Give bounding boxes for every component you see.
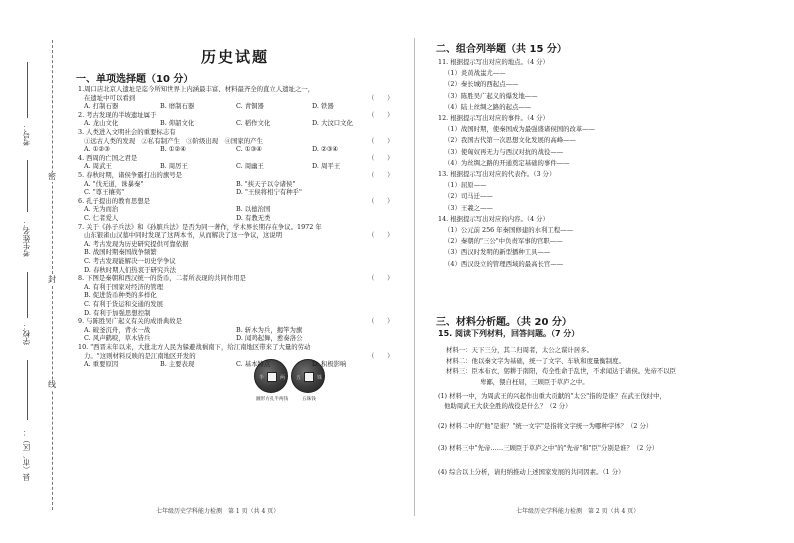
option-10-A[interactable]: A. 重要原因 (84, 360, 119, 369)
answer-paren-10[interactable]: （ ） (368, 351, 394, 360)
question-1-stem: 在遗址中可以看到 (84, 93, 136, 102)
answer-paren-3[interactable]: （ ） (368, 136, 394, 145)
option-8-A[interactable]: A. 有利于国家对经济的管理 (84, 282, 163, 291)
sub-question-line-1: (1) 材料一中，为周武王的兴起作出重大贡献的"太公"指的是谁？在武王伐纣中， (438, 392, 666, 400)
option-2-C[interactable]: C. 稻作文化 (236, 119, 271, 128)
question-13-head: 13. 根据提示写出对应的代表作。（3 分） (438, 170, 556, 178)
answer-paren-9[interactable]: （ ） (368, 317, 394, 326)
question-12-head: 12. 根据提示写出对应的事件。（4 分） (438, 114, 549, 122)
school-label: 学校： (22, 322, 31, 346)
seal-word-feng: 封 (48, 275, 56, 284)
material-line-3: 材料三：臣本布衣，躬耕于南阳，苟全性命于乱世，不求闻达于诸侯。先帝不以臣 (446, 367, 677, 375)
question-9-stem: 9. 与陈胜吴广起义有关的成语典故是 (78, 317, 182, 326)
footer-page2: 七年级历史学科能力检测 第 2 页（共 4 页） (516, 508, 640, 515)
wuzhu-coin-image: 五 铢 (291, 359, 325, 393)
answer-paren-2[interactable]: （ ） (368, 110, 394, 119)
option-6-B[interactable]: B. 以德治国 (236, 205, 271, 214)
answer-paren-4[interactable]: （ ） (368, 153, 394, 162)
fill-item-11-4[interactable]: （4）陆上丝绸之路的起点—— (444, 102, 532, 111)
answer-paren-8[interactable]: （ ） (368, 274, 394, 283)
question-4-stem: 4. 西周的亡国之君是 (78, 153, 138, 162)
question-8-stem: 8. 下图是秦朝和西汉统一的货币，二者所表现的共同作用是 (78, 274, 246, 283)
sub-question-line-2: 他助周武王大获全胜的战役是什么？（2 分） (444, 402, 572, 410)
figure-caption-banliang: 圜形方孔半两钱 (256, 397, 289, 402)
answer-paren-7[interactable]: （ ） (368, 231, 394, 240)
option-6-A[interactable]: A. 无为而治 (84, 205, 119, 214)
left-column (76, 0, 394, 543)
banliang-coin-image: 半 两 (254, 359, 288, 393)
option-3-D[interactable]: D. ②③④ (312, 145, 339, 154)
fill-item-11-1[interactable]: （1）炎黄战蚩尤—— (444, 69, 506, 78)
option-6-D[interactable]: D. 有教无类 (236, 214, 271, 222)
school-blank[interactable] (27, 272, 28, 318)
question-10-stem: 力。"这则材料反映的是江南地区开发的 (84, 351, 196, 360)
fill-item-13-3[interactable]: （3）王羲之—— (444, 203, 493, 212)
option-10-B[interactable]: B. 主要表现 (160, 360, 195, 369)
option-1-B[interactable]: B. 磨制石器 (160, 102, 195, 111)
option-4-B[interactable]: B. 周厉王 (160, 162, 188, 171)
question-3-stem: ①远古人类的发现 ②私有制产生 ③阶级出现 ④国家的产生 (84, 136, 263, 145)
option-2-D[interactable]: D. 大汶口文化 (312, 119, 353, 128)
exam-number-label: 考号： (22, 123, 31, 147)
question-1-stem: 1.周口店北京人遗址是迄今所知世界上内涵最丰富、材料最齐全的直立人遗址之一， (78, 85, 315, 93)
question-5-stem: 5. 春秋时期，诸侯争霸打出的旗号是 (78, 171, 182, 179)
fill-item-12-2[interactable]: （2）我国古代第一次思想文化发展的高峰—— (444, 136, 576, 145)
section3-title: 三、材料分析题。（共 20 分） (436, 317, 572, 328)
option-10-D[interactable]: D. 积极影响 (312, 360, 347, 369)
section2-title: 二、组合列举题（共 15 分） (436, 44, 567, 55)
fill-item-14-4[interactable]: （4）西汉设立的管理西域的最高长官—— (444, 259, 564, 268)
material-line-4: 卑鄙，猥自枉屈，三顾臣于草庐之中。 (480, 377, 589, 386)
seal-word-xian: 线 (48, 380, 56, 389)
question-14-head: 14. 根据提示写出对应的内容。（4 分） (438, 214, 549, 223)
option-8-C[interactable]: C. 有利于货运和交通的发展 (84, 300, 164, 308)
question-10-stem: 10. "西晋末年以来，大批北方人民为躲避战祸南下，给江南地区带来了大量的劳动 (78, 343, 311, 351)
option-10-C[interactable]: C. 基本特点 (236, 360, 271, 369)
figure-caption-wuzhu: 五铢钱 (302, 397, 316, 402)
option-2-B[interactable]: B. 仰韶文化 (160, 119, 195, 128)
option-4-C[interactable]: C. 周幽王 (236, 162, 264, 171)
sub-question-line-5: (4) 综合以上分析，请归纳推动上述国家发展的共同因素。（1 分） (438, 468, 625, 476)
county-label: 县（市、区）： (22, 428, 31, 482)
question-2-stem: 2. 考古发现的半坡遗址属于 (78, 110, 157, 119)
option-1-A[interactable]: A. 打制石器 (84, 102, 119, 111)
question-7-stem: 7. 关于《孙子兵法》和《孙膑兵法》是否为同一著作，学术界长期存在争议。1972 年 (78, 222, 322, 231)
material-line-2: 材料二：他以秦文字为基础，统一了文字、车轨和度量衡制度。 (446, 356, 625, 365)
fill-item-11-3[interactable]: （3）陈胜吴广起义的爆发地—— (444, 91, 538, 100)
material-line-1: 材料一：天下三分，其二归周者，太公之谋计居多。 (446, 346, 593, 354)
binding-strip (0, 0, 70, 543)
question-15-title: 15. 阅读下列材料，回答问题。（7 分） (438, 329, 580, 338)
option-4-A[interactable]: A. 周武王 (84, 162, 112, 171)
student-name-blank[interactable] (27, 160, 28, 212)
question-3-stem: 3. 人类进入文明社会的重要标志有 (78, 128, 176, 136)
page-title: 历史试题 (200, 48, 269, 66)
answer-paren-6[interactable]: （ ） (368, 196, 394, 205)
option-3-A[interactable]: A. ①②③ (84, 145, 110, 154)
answer-paren-1[interactable]: （ ） (368, 93, 394, 102)
answer-paren-5[interactable]: （ ） (368, 171, 394, 179)
fill-item-12-4[interactable]: （4）为丝绸之路的开通奠定基础的事件—— (444, 158, 570, 167)
question-11-head: 11. 根据提示写出对应的地点。（4 分） (438, 58, 549, 66)
exam-number-blank[interactable] (27, 62, 28, 118)
fill-item-12-1[interactable]: （1）战国时期，使秦国成为最强盛诸侯国的改革—— (444, 125, 596, 134)
fill-item-14-3[interactable]: （3）西汉时发明的新型播种工具—— (444, 248, 551, 257)
option-8-B[interactable]: B. 促进货币种类的多样化 (84, 291, 157, 300)
option-4-D[interactable]: D. 周平王 (312, 162, 341, 171)
option-5-A[interactable]: A. "伐无道，诛暴秦" (84, 179, 144, 188)
page-divider (414, 38, 415, 516)
option-5-D[interactable]: D. "王侯将相宁有种乎" (236, 188, 302, 197)
option-7-A[interactable]: A. 考古发现为历史研究提供可靠依据 (84, 239, 189, 248)
fill-item-13-2[interactable]: （2）司马迁—— (444, 192, 493, 201)
right-column (436, 0, 758, 543)
fill-item-13-1[interactable]: （1）屈原—— (444, 181, 487, 190)
option-3-B[interactable]: B. ①②④ (160, 145, 186, 154)
student-name-label: 考生姓名： (22, 219, 31, 257)
option-7-B[interactable]: B. 战国时期秦国战争频繁 (84, 248, 157, 257)
fill-item-12-3[interactable]: （3）使匈奴再无力与西汉对抗的战役—— (444, 147, 564, 156)
option-5-B[interactable]: B. "挟天子以令诸侯" (236, 179, 296, 188)
sub-question-line-3: (2) 材料二中的"他"是谁？"统一文字"是指将文字统一为哪种字体？（2 分） (438, 422, 653, 430)
option-1-C[interactable]: C. 青铜器 (236, 102, 264, 111)
option-3-C[interactable]: C. ①③④ (236, 145, 262, 154)
option-5-C[interactable]: C. "尊王攘夷" (84, 188, 125, 197)
option-9-D[interactable]: D. 闻鸡起舞，愈奏洛公 (236, 334, 303, 343)
section1-title: 一、单项选择题（10 分） (76, 74, 194, 85)
fill-item-11-2[interactable]: （2）秦长城的西起点—— (444, 80, 519, 89)
question-7-stem: 山东银雀山汉墓中同时发现了这两本书，从而解决了这一争议，这说明 (84, 231, 283, 240)
option-2-A[interactable]: A. 龙山文化 (84, 119, 119, 128)
fill-item-14-2[interactable]: （2）秦朝的"三公"中负责军事的官职—— (444, 237, 563, 246)
county-blank[interactable] (27, 360, 28, 420)
seal-word-mi: 密 (48, 172, 56, 181)
fill-item-14-1[interactable]: （1）公元前 256 年秦国修建的水利工程—— (444, 226, 573, 234)
option-8-D[interactable]: D. 有利于加强思想控制 (84, 308, 151, 317)
footer-page1: 七年级历史学科能力检测 第 1 页（共 4 页） (156, 508, 280, 515)
question-6-stem: 6. 孔子提出的教育思想是 (78, 196, 151, 205)
option-6-C[interactable]: C. 仁者爱人 (84, 214, 119, 222)
sub-question-line-4: (3) 材料三中"先帝……三顾臣于草庐之中"的"先帝"和"臣"分别是谁？（2 分） (438, 444, 659, 452)
option-9-B[interactable]: B. 斩木为兵，揭竿为旗 (236, 325, 303, 334)
option-7-D[interactable]: D. 春秋时期人们热衷于研究兵法 (84, 265, 177, 274)
option-1-D[interactable]: D. 铁器 (312, 102, 334, 111)
option-9-C[interactable]: C. 风声鹤唳，草木皆兵 (84, 334, 151, 343)
option-7-C[interactable]: C. 考古发现能解决一切史学争议 (84, 257, 176, 265)
option-9-A[interactable]: A. 破釜沉舟，背水一战 (84, 325, 151, 334)
